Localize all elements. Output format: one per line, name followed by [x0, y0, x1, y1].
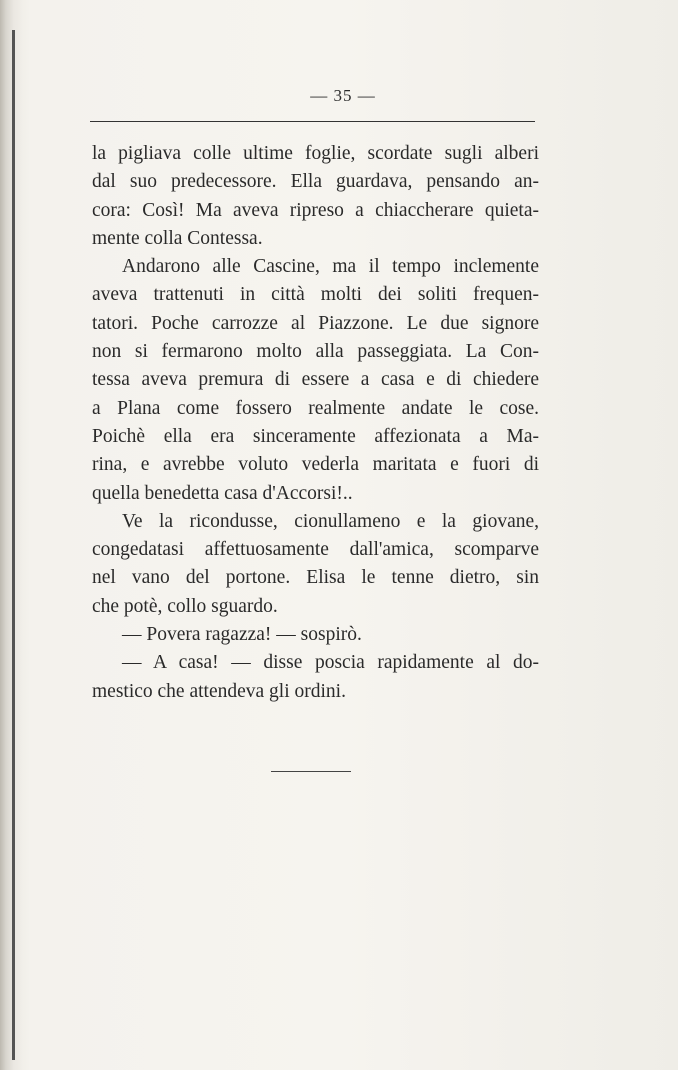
page-binding-edge [0, 0, 22, 1070]
text-line: nel vano del portone. Elisa le tenne dietro, sin [92, 567, 539, 589]
header-rule [90, 121, 535, 122]
text-line: cora: Così! Ma aveva ripreso a chiaccherare quieta- [92, 199, 539, 221]
paragraph [92, 253, 539, 508]
text-line: tatori. Poche carrozze al Piazzone. Le due signore [92, 312, 539, 334]
text-line: mestico che attendeva gli ordini. [92, 680, 346, 702]
text-line: congedatasi affettuosamente dall'amica, scomparve [92, 539, 539, 561]
text-line: Poichè ella era sinceramente affezionata a Ma- [92, 425, 539, 447]
end-of-chapter-rule [271, 771, 351, 772]
text-line: aveva trattenuti in città molti dei soliti frequen- [92, 284, 539, 306]
text-line: — Povera ragazza! — sospirò. [122, 624, 362, 646]
page-number: — 35 — [310, 86, 376, 105]
text-line: la pigliava colle ultime foglie, scordate sugli alberi [92, 143, 539, 164]
paragraph [92, 140, 539, 253]
body-text [92, 140, 539, 706]
text-line: dal suo predecessore. Ella guardava, pensando an- [92, 171, 539, 193]
paragraph [92, 508, 539, 621]
text-line: Andarono alle Cascine, ma il tempo inclemente [122, 256, 539, 278]
text-line: non si fermarono molto alla passeggiata. La Con- [92, 341, 539, 363]
text-line: — A casa! — disse poscia rapidamente al do- [122, 652, 539, 674]
text-line: tessa aveva premura di essere a casa e di chiedere [92, 369, 539, 391]
text-line: a Plana come fossero realmente andate le cose. [92, 397, 539, 419]
text-line: Ve la ricondusse, cionullameno e la giovane, [122, 510, 539, 532]
binding-margin-line [12, 30, 15, 1060]
paragraph [92, 649, 539, 706]
paragraph [92, 621, 539, 649]
text-line: mente colla Contessa. [92, 227, 263, 249]
text-line: che potè, collo sguardo. [92, 595, 278, 617]
text-line: quella benedetta casa d'Accorsi!.. [92, 482, 353, 504]
text-line: rina, e avrebbe voluto vederla maritata e fuori di [92, 454, 539, 476]
